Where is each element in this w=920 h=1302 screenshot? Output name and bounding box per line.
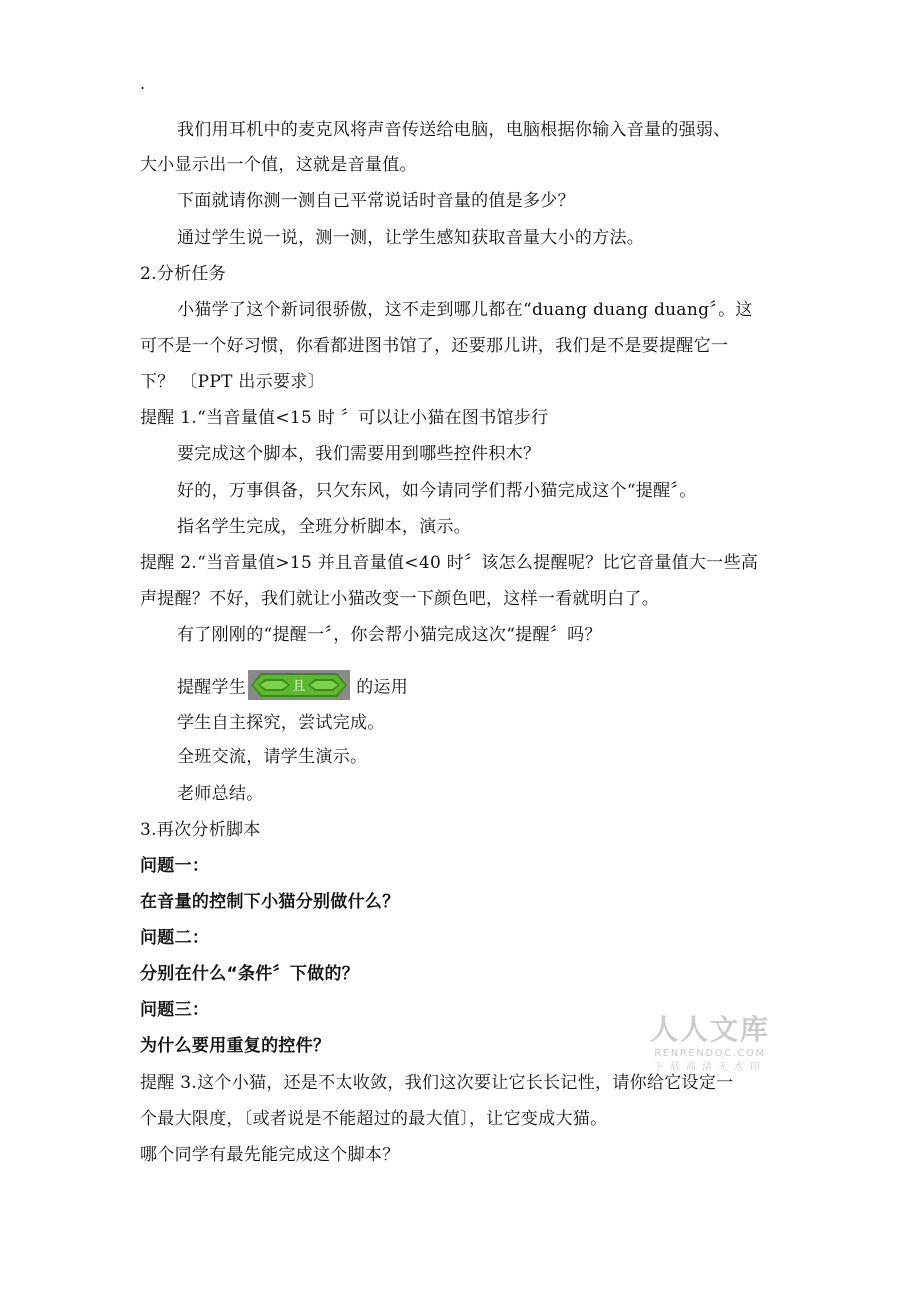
paragraph-line: 要完成这个脚本，我们需要用到哪些控件积木？ xyxy=(177,444,541,464)
paragraph-line: 提醒 3.这个小猫，还是不太收敛，我们这次要让它长长记性，请你给它设定一 xyxy=(140,1073,734,1093)
paragraph-line: 指名学生完成，全班分析脚本，演示。 xyxy=(177,517,472,537)
paragraph-line: 我们用耳机中的麦克风将声音传送给电脑，电脑根据你输入音量的强弱、 xyxy=(177,120,731,140)
paragraph-line-with-block xyxy=(177,673,408,703)
watermark-logo xyxy=(648,1013,772,1075)
paragraph-line: 个最大限度，〔或者说是不能超过的最大值〕，让它变成大猫。 xyxy=(140,1109,608,1129)
paragraph-line: 下面就请你测一测自己平常说话时音量的值是多少？ xyxy=(177,191,575,211)
paragraph-line: 声提醒？不好，我们就让小猫改变一下颜色吧，这样一看就明白了。 xyxy=(140,589,659,609)
paragraph-text: 的运用 xyxy=(356,677,409,698)
watermark-title: 人人文库 xyxy=(649,1013,770,1046)
watermark-url: RENRENDOC.COM xyxy=(654,1048,766,1059)
question-label: 问题一： xyxy=(140,856,210,876)
paragraph-line: 老师总结。 xyxy=(177,784,264,804)
paragraph-line: 有了刚刚的“提醒一〞，你会帮小猫完成这次“提醒〞吗？ xyxy=(177,625,602,645)
question-text: 为什么要用重复的控件？ xyxy=(140,1036,331,1056)
paragraph-line: 好的，万事俱备，只欠东风，如今请同学们帮小猫完成这个“提醒〞。 xyxy=(177,481,697,501)
paragraph-line: 全班交流，请学生演示。 xyxy=(177,747,368,767)
question-label: 问题三： xyxy=(140,1000,210,1020)
question-label: 问题二： xyxy=(140,928,210,948)
paragraph-line: 学生自主探究，尝试完成。 xyxy=(177,713,385,733)
paragraph-line: 大小显示出一个值，这就是音量值。 xyxy=(140,155,417,175)
question-text: 在音量的控制下小猫分别做什么？ xyxy=(140,892,400,912)
section-heading: 2.分析任务 xyxy=(140,264,227,284)
paragraph-line: 提醒 2.“当音量值>15 并且音量值<40 时〞该怎么提醒呢？比它音量值大一些高 xyxy=(140,553,759,573)
section-heading: 3.再次分析脚本 xyxy=(140,820,261,840)
and-block-image xyxy=(248,670,350,700)
paragraph-text: 提醒学生 xyxy=(177,677,247,698)
page-marker: . xyxy=(140,74,146,93)
paragraph-line: 可不是一个好习惯，你看都进图书馆了，还要那儿讲，我们是不是要提醒它一 xyxy=(140,336,729,356)
and-block-label: 且 xyxy=(292,679,306,694)
paragraph-line: 下？ 〔PPT 出示要求〕 xyxy=(140,372,325,392)
question-text: 分别在什么“条件〞下做的？ xyxy=(140,964,360,984)
watermark-subtitle: 下载高清无水印 xyxy=(654,1062,766,1073)
paragraph-line: 哪个同学有最先能完成这个脚本？ xyxy=(140,1145,400,1165)
paragraph-line: 提醒 1.“当音量值<15 时 〞可以让小猫在图书馆步行 xyxy=(140,408,549,428)
paragraph-line: 通过学生说一说，测一测，让学生感知获取音量大小的方法。 xyxy=(177,228,645,248)
paragraph-line: 小猫学了这个新词很骄傲，这不走到哪儿都在“duang duang duang〞。这 xyxy=(177,300,753,320)
